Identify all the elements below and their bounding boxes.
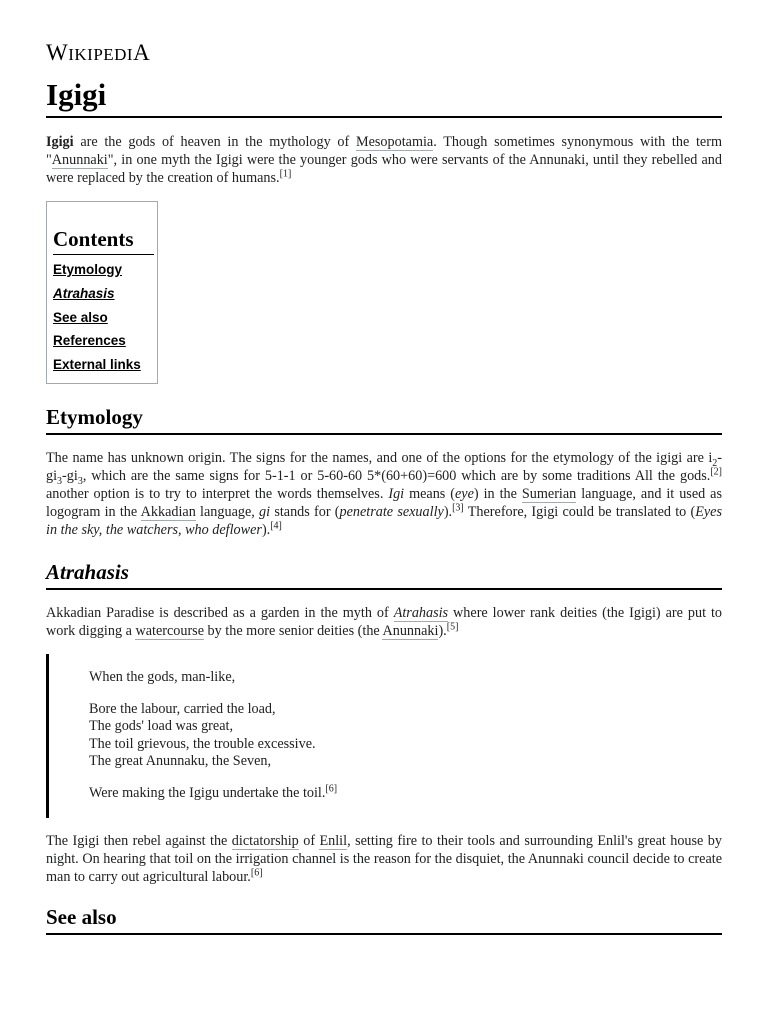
etym-sub: 2	[712, 457, 718, 469]
link-enlil[interactable]: Enlil	[319, 833, 348, 849]
link-sumerian[interactable]: Sumerian	[521, 486, 577, 502]
etym-sub: 3	[77, 475, 83, 487]
etym-text: ).	[261, 522, 271, 538]
etym-text: language,	[195, 504, 260, 520]
intro-subject: Igigi	[46, 134, 74, 150]
quote-line: The great Anunnaku, the Seven,	[89, 753, 272, 769]
etym-text: means (	[404, 486, 455, 502]
toc-item-atrahasis[interactable]: Atrahasis	[53, 286, 115, 301]
atra2-text: The Igigi then rebel against the	[46, 833, 232, 849]
page-title: Igigi	[46, 78, 722, 118]
etymology-paragraph	[46, 449, 722, 539]
ref-6b[interactable]: [6]	[250, 867, 263, 879]
intro-text-2: . Though sometimes synonymous with the term "	[46, 134, 722, 168]
etym-text: another option is to try to interpret the words themselves.	[46, 486, 389, 502]
etym-term-penetrate: penetrate sexually	[339, 504, 444, 520]
wordmark-middle: IKIPEDI	[68, 45, 134, 64]
atra-text: by the more senior deities (the	[204, 623, 383, 639]
etym-text: ).	[443, 504, 453, 520]
etym-text: , which are the same signs for 5-1-1 or 5-60-60 5*(60+60)=600 which are by some traditions All the gods.	[82, 468, 711, 484]
atra-text: ).	[438, 623, 447, 639]
atra2-text: , setting fire to their tools and surrounding Enlil's great house by night. On hearing that toil on the irrigation channel is the reason for the disquiet, the Anunnaki council decide to create man to carry out agricultural labour.	[46, 833, 722, 885]
link-anunnaki-2[interactable]: Anunnaki	[382, 623, 439, 639]
toc-item-references[interactable]: References	[53, 333, 126, 348]
toc-item-external-links[interactable]: External links	[53, 357, 141, 372]
etym-text: Therefore, Igigi could be translated to (	[463, 504, 696, 520]
link-akkadian[interactable]: Akkadian	[140, 504, 196, 520]
quote-line-text: Were making the Igigu undertake the toil.	[89, 785, 326, 801]
link-watercourse[interactable]: watercourse	[135, 623, 204, 639]
atra-text: where lower rank deities (the Igigi) are put to work digging a	[46, 605, 723, 639]
link-mesopotamia[interactable]: Mesopotamia	[355, 134, 434, 150]
atra2-text: of	[298, 833, 320, 849]
intro-paragraph	[46, 133, 722, 187]
link-anunnaki[interactable]: Anunnaki	[51, 152, 108, 168]
wikipedia-wordmark[interactable]	[46, 40, 150, 66]
atrahasis-paragraph	[46, 604, 722, 640]
ref-1[interactable]: [1]	[279, 168, 292, 180]
blockquote	[46, 654, 722, 818]
quote-line: When the gods, man-like,	[89, 669, 236, 685]
etym-text: The name has unknown origin. The signs for the names, and one of the options for the etymology of the igigi are i	[46, 450, 713, 466]
etym-text: -gi	[46, 450, 722, 484]
toc-item-etymology[interactable]: Etymology	[53, 262, 123, 277]
etym-term-gi: gi	[259, 504, 271, 520]
heading-see-also: See also	[46, 904, 722, 935]
toc-title: Contents	[53, 226, 154, 255]
intro-text-3: ", in one myth the Igigi were the younger gods who were servants of the Annunaki, until they rebelled and were replaced by the creation of humans.	[46, 152, 722, 186]
ref-4[interactable]: [4]	[270, 520, 282, 532]
etym-text: language, and it used as logogram in the	[46, 486, 722, 520]
quote-line: The gods' load was great,	[89, 718, 233, 734]
link-atrahasis[interactable]: Atrahasis	[393, 605, 449, 621]
wordmark-last: A	[133, 40, 151, 65]
intro-text-1: are the gods of heaven in the mythology of	[73, 134, 356, 150]
table-of-contents	[46, 201, 158, 384]
etym-text: stands for (	[270, 504, 340, 520]
etym-term-eyes: Eyes in the sky, the watchers, who deflower	[46, 504, 722, 538]
etym-text: ) in the	[473, 486, 522, 502]
ref-3[interactable]: [3]	[452, 502, 464, 514]
etym-term-eye: eye	[455, 486, 474, 502]
link-dictatorship[interactable]: dictatorship	[231, 833, 299, 849]
atra-text: Akkadian Paradise is described as a garden in the myth of	[46, 605, 394, 621]
heading-etymology: Etymology	[46, 404, 722, 435]
ref-6[interactable]: [6]	[325, 783, 338, 795]
etym-term-igi: Igi	[388, 486, 405, 502]
quote-line: Bore the labour, carried the load,	[89, 701, 276, 717]
wordmark-first: W	[46, 40, 69, 65]
heading-atrahasis: Atrahasis	[46, 559, 722, 590]
atrahasis-paragraph-2	[46, 832, 722, 886]
ref-2[interactable]: [2]	[710, 466, 722, 478]
etym-text: -gi	[62, 468, 78, 484]
quote-line-last	[89, 784, 337, 802]
toc-item-see-also[interactable]: See also	[53, 310, 108, 325]
quote-line: The toil grievous, the trouble excessive.	[89, 736, 316, 752]
ref-5[interactable]: [5]	[446, 621, 459, 633]
etym-sub: 3	[57, 475, 63, 487]
